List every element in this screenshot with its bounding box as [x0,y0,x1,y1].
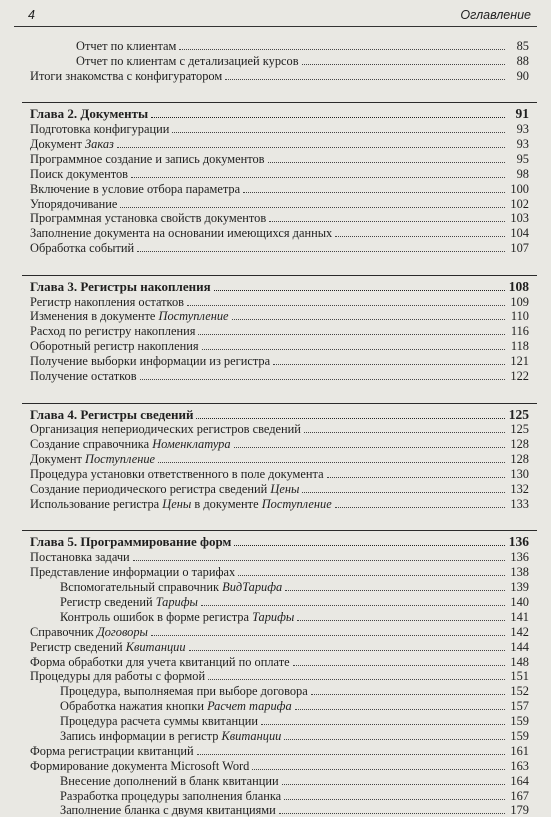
toc-entry-text: Программная установка свойств документов [30,211,267,226]
toc-entry [30,624,529,639]
toc-page-number: 133 [510,496,529,511]
toc-entry-title [30,280,211,294]
dot-leader [282,784,505,785]
toc-entry-italic: Тарифы [252,609,295,624]
toc-page-number: 93 [516,122,529,137]
toc-entry [30,481,529,496]
toc-entry-text: Документ [30,452,86,467]
toc-entry-text: Разработка процедуры заполнения бланка [60,788,282,803]
toc-entry [30,549,529,564]
toc-entry-title [30,137,114,151]
toc-entry-text: Заполнение бланка с двумя квитанциями [60,803,276,817]
section-gap [30,511,529,531]
toc-entry-title [60,610,294,624]
toc-entry-text: Глава 4. Регистры сведений [30,406,194,422]
dot-leader [137,251,505,252]
toc-entry-title [30,107,148,121]
toc-entry-text: Внесение дополнений в бланк квитанции [60,773,279,788]
dot-leader [158,462,505,463]
toc-page-number: 130 [510,467,529,482]
toc-entry-text: Глава 3. Регистры накопления [30,278,211,294]
toc-entry-title [30,625,148,639]
toc-entry-text: Документ [30,136,86,151]
toc-entry-italic: Заказ [85,136,114,151]
dot-leader [252,769,505,770]
toc-entry-italic: Расчет тарифа [207,699,292,714]
dot-leader [293,665,505,666]
toc-entry-title [30,197,117,211]
dot-leader [335,236,505,237]
toc-entry [30,181,529,196]
toc-page-number: 125 [508,406,529,422]
toc-entry-text: Использование регистра [30,496,163,511]
dot-leader [189,650,505,651]
toc-chapter [30,531,529,549]
toc-entry-title [30,69,222,83]
toc-entry-title [76,54,299,68]
toc-entry [30,803,529,817]
dot-leader [196,418,505,419]
dot-leader [269,221,505,222]
toc-entry-text: Форма обработки для учета квитанций по оплате [30,654,290,669]
toc-entry-text: Организация непериодических регистров сведений [30,422,301,437]
toc-entry-text: Представление информации о тарифах [30,565,236,580]
toc-entry [30,788,529,803]
toc-entry-text: Вспомогательный справочник [60,580,223,595]
dot-leader [304,432,505,433]
toc-entry-text: Расход по регистру накопления [30,324,196,339]
header-title: Оглавление [460,8,531,22]
toc-page-number: 128 [510,452,529,467]
toc-page-number: 88 [516,53,529,68]
toc-entry-title [30,467,324,481]
toc-page-number: 142 [510,624,529,639]
dot-leader [225,79,505,80]
toc-entry-text: Программное создание и запись документов [30,151,265,166]
dot-leader [243,192,505,193]
toc-chapter [30,103,529,121]
toc-page-number: 85 [516,38,529,53]
toc-entry-text: Поиск документов [30,166,129,181]
toc-page-number: 103 [510,211,529,226]
toc-entry [30,654,529,669]
toc-entry-text: Регистр накопления остатков [30,294,184,309]
toc-entry-italic: Поступление [85,452,156,467]
toc-entry-title [60,595,198,609]
toc-entry-text: Изменения в документе [30,309,159,324]
toc-page-number: 118 [510,339,529,354]
toc-entry-text: Включение в условие отбора параметра [30,181,241,196]
toc-entry-title [30,324,195,338]
dot-leader [327,477,505,478]
toc-entry [30,564,529,579]
dot-leader [202,349,505,350]
toc-entry [30,669,529,684]
toc-entry-text: Получение выборки информации из регистра [30,354,271,369]
toc-entry [30,743,529,758]
toc-entry [30,151,529,166]
toc-entry [30,683,529,698]
toc-entry-italic: ВидТарифа [222,580,283,595]
toc-entry-title [30,452,155,466]
toc-entry-title [30,226,332,240]
toc-page-number: 91 [515,106,529,122]
dot-leader [198,334,505,335]
toc-entry-italic: Тарифы [155,594,198,609]
toc-page-number: 98 [516,166,529,181]
dot-leader [131,177,505,178]
chapter-block [30,403,529,422]
toc-chapter [30,276,529,294]
toc-page-number: 151 [510,669,529,684]
dot-leader [133,560,505,561]
toc-entry-title [30,655,290,669]
toc-page-number: 167 [510,788,529,803]
dot-leader [151,117,505,118]
toc-page-number: 100 [510,181,529,196]
toc-entry [30,466,529,481]
toc-entry-text: Отчет по клиентам с детализацией курсов [76,53,299,68]
chapter-block [30,530,529,549]
toc-chapter [30,404,529,422]
toc-entry-italic: Цены [162,496,192,511]
dot-leader [284,799,505,800]
toc-entry-text: Оборотный регистр накопления [30,339,199,354]
toc-entry [30,53,529,68]
toc-entry [30,758,529,773]
toc-entry-title [30,408,193,422]
section-gap [30,83,529,103]
dot-leader [214,290,505,291]
toc-entry-title [30,211,266,225]
toc-entry-title [30,422,301,436]
toc-page-number: 141 [510,609,529,624]
dot-leader [279,813,505,814]
dot-leader [232,319,505,320]
toc-entry-title [30,437,231,451]
toc-page-number: 164 [510,773,529,788]
toc-entry-text: Отчет по клиентам [76,38,177,53]
toc-entry-title [30,354,270,368]
dot-leader [208,679,505,680]
toc-entry-text: Процедуры для работы с формой [30,669,206,684]
section-gap [30,255,529,275]
toc-entry-title [60,803,276,817]
chapter-block [30,102,529,121]
toc-entry-title [30,669,205,683]
dot-leader [335,507,505,508]
toc-entry [30,338,529,353]
toc-entry [30,323,529,338]
dot-leader [140,379,505,380]
toc-page-number: 108 [508,278,529,294]
toc-page-number: 159 [510,728,529,743]
toc-entry [30,309,529,324]
toc-page-number: 144 [510,639,529,654]
toc-page-number: 132 [510,481,529,496]
toc-page-number: 138 [510,565,529,580]
toc-entry-text: Обработка событий [30,241,135,256]
toc-entry-text: Регистр сведений [30,639,126,654]
toc-entry-italic: Номенклатура [152,437,231,452]
toc-page-number: 95 [516,151,529,166]
toc-entry-text: Процедура установки ответственного в поле документа [30,467,324,482]
toc-page-number: 152 [510,684,529,699]
toc-entry-text: Справочник [30,624,97,639]
section-gap [30,383,529,403]
toc-entry [30,38,529,53]
dot-leader [151,635,505,636]
table-of-contents [30,38,529,817]
toc-page-number: 179 [510,803,529,817]
toc-entry [30,728,529,743]
toc-entry-text: Итоги знакомства с конфигуратором [30,68,223,83]
dot-leader [120,207,505,208]
toc-entry-title [30,152,265,166]
dot-leader [268,162,505,163]
toc-entry [30,594,529,609]
toc-page-number: 163 [510,758,529,773]
toc-entry-text: Контроль ошибок в форме регистра [60,609,253,624]
toc-entry-text: Получение остатков [30,369,137,384]
chapter-block [30,275,529,294]
toc-page-number: 110 [510,309,529,324]
toc-entry [30,639,529,654]
toc-entry-italic: Договоры [96,624,148,639]
toc-entry-text: Регистр сведений [60,594,156,609]
toc-entry-text: Упорядочивание [30,196,118,211]
dot-leader [285,590,505,591]
toc-entry-title [60,699,292,713]
toc-page-number: 102 [510,196,529,211]
toc-entry-title [30,339,199,353]
toc-entry [30,166,529,181]
toc-entry [30,68,529,83]
toc-entry [30,436,529,451]
toc-entry-italic: Квитанции [221,728,282,743]
toc-entry-text: Создание периодического регистра сведений [30,481,271,496]
dot-leader [295,709,505,710]
toc-entry [30,353,529,368]
toc-entry [30,579,529,594]
toc-entry-title [60,580,282,594]
toc-page-number: 148 [510,654,529,669]
toc-entry-title [30,640,186,654]
toc-entry-text: Процедура, выполняемая при выборе договора [60,684,308,699]
toc-page-number: 159 [510,714,529,729]
toc-entry-title [30,309,229,323]
dot-leader [238,575,505,576]
dot-leader [197,754,505,755]
toc-entry [30,225,529,240]
dot-leader [297,620,505,621]
dot-leader [172,132,505,133]
toc-entry-title [30,759,249,773]
toc-entry [30,294,529,309]
dot-leader [273,364,505,365]
dot-leader [302,64,505,65]
toc-entry-title [30,535,231,549]
toc-page-number: 125 [510,422,529,437]
dot-leader [187,305,505,306]
page-header [14,4,537,27]
toc-entry-title [30,241,134,255]
toc-page-number: 121 [510,354,529,369]
toc-entry [30,240,529,255]
toc-entry-text-after: в документе [191,496,262,511]
toc-entry-text: Заполнение документа на основании имеющихся данных [30,226,333,241]
toc-entry [30,496,529,511]
toc-entry-text: Создание справочника [30,437,153,452]
toc-page-number: 116 [510,324,529,339]
dot-leader [234,447,505,448]
dot-leader [284,739,505,740]
toc-entry [30,196,529,211]
toc-entry-text: Процедура расчета суммы квитанции [60,714,259,729]
toc-entry-title [60,789,281,803]
toc-entry-title [30,182,240,196]
toc-entry [30,713,529,728]
page-number: 4 [28,8,35,22]
dot-leader [117,147,505,148]
toc-entry [30,698,529,713]
dot-leader [179,49,505,50]
toc-entry-title [76,39,176,53]
toc-entry [30,773,529,788]
toc-page-number: 136 [510,550,529,565]
toc-page-number: 122 [510,369,529,384]
dot-leader [234,545,505,546]
toc-entry-title [60,729,281,743]
toc-entry-italic: Цены [270,481,300,496]
toc-entry-italic: Квитанции [125,639,186,654]
toc-entry-text: Глава 5. Программирование форм [30,534,232,550]
toc-entry-italic: Поступление [261,496,332,511]
toc-entry-text: Постановка задачи [30,550,130,565]
toc-entry-text: Подготовка конфигурации [30,122,170,137]
toc-page-number: 90 [516,68,529,83]
toc-entry-title [30,744,194,758]
toc-entry [30,136,529,151]
toc-entry-text: Формирование документа Microsoft Word [30,758,250,773]
toc-entry-title [30,482,299,496]
toc-page-number: 161 [510,743,529,758]
dot-leader [261,724,505,725]
toc-entry [30,211,529,226]
toc-entry-title [60,714,258,728]
toc-entry-title [60,684,308,698]
toc-entry [30,609,529,624]
dot-leader [311,694,505,695]
toc-page-number: 157 [510,699,529,714]
toc-page-number: 128 [510,437,529,452]
toc-page-number: 136 [508,534,529,550]
toc-entry-title [30,167,128,181]
toc-page-number: 140 [510,594,529,609]
toc-entry-title [30,497,332,511]
toc-entry-text: Обработка нажатия кнопки [60,699,208,714]
toc-entry-italic: Поступление [158,309,229,324]
toc-page-number: 109 [510,294,529,309]
toc-page-number: 139 [510,580,529,595]
dot-leader [302,492,505,493]
toc-page-number: 104 [510,226,529,241]
toc-entry [30,451,529,466]
toc-entry-title [30,369,137,383]
toc-page-number: 93 [516,136,529,151]
toc-entry-text: Запись информации в регистр [60,728,222,743]
toc-entry-title [30,550,130,564]
toc-entry-text: Глава 2. Документы [30,106,149,122]
toc-entry-title [30,565,235,579]
dot-leader [201,605,505,606]
toc-entry [30,121,529,136]
toc-entry-text: Форма регистрации квитанций [30,743,194,758]
toc-page-number: 107 [510,241,529,256]
toc-entry-title [30,295,184,309]
toc-entry-title [60,774,279,788]
toc-entry [30,422,529,437]
toc-entry [30,368,529,383]
toc-entry-title [30,122,169,136]
